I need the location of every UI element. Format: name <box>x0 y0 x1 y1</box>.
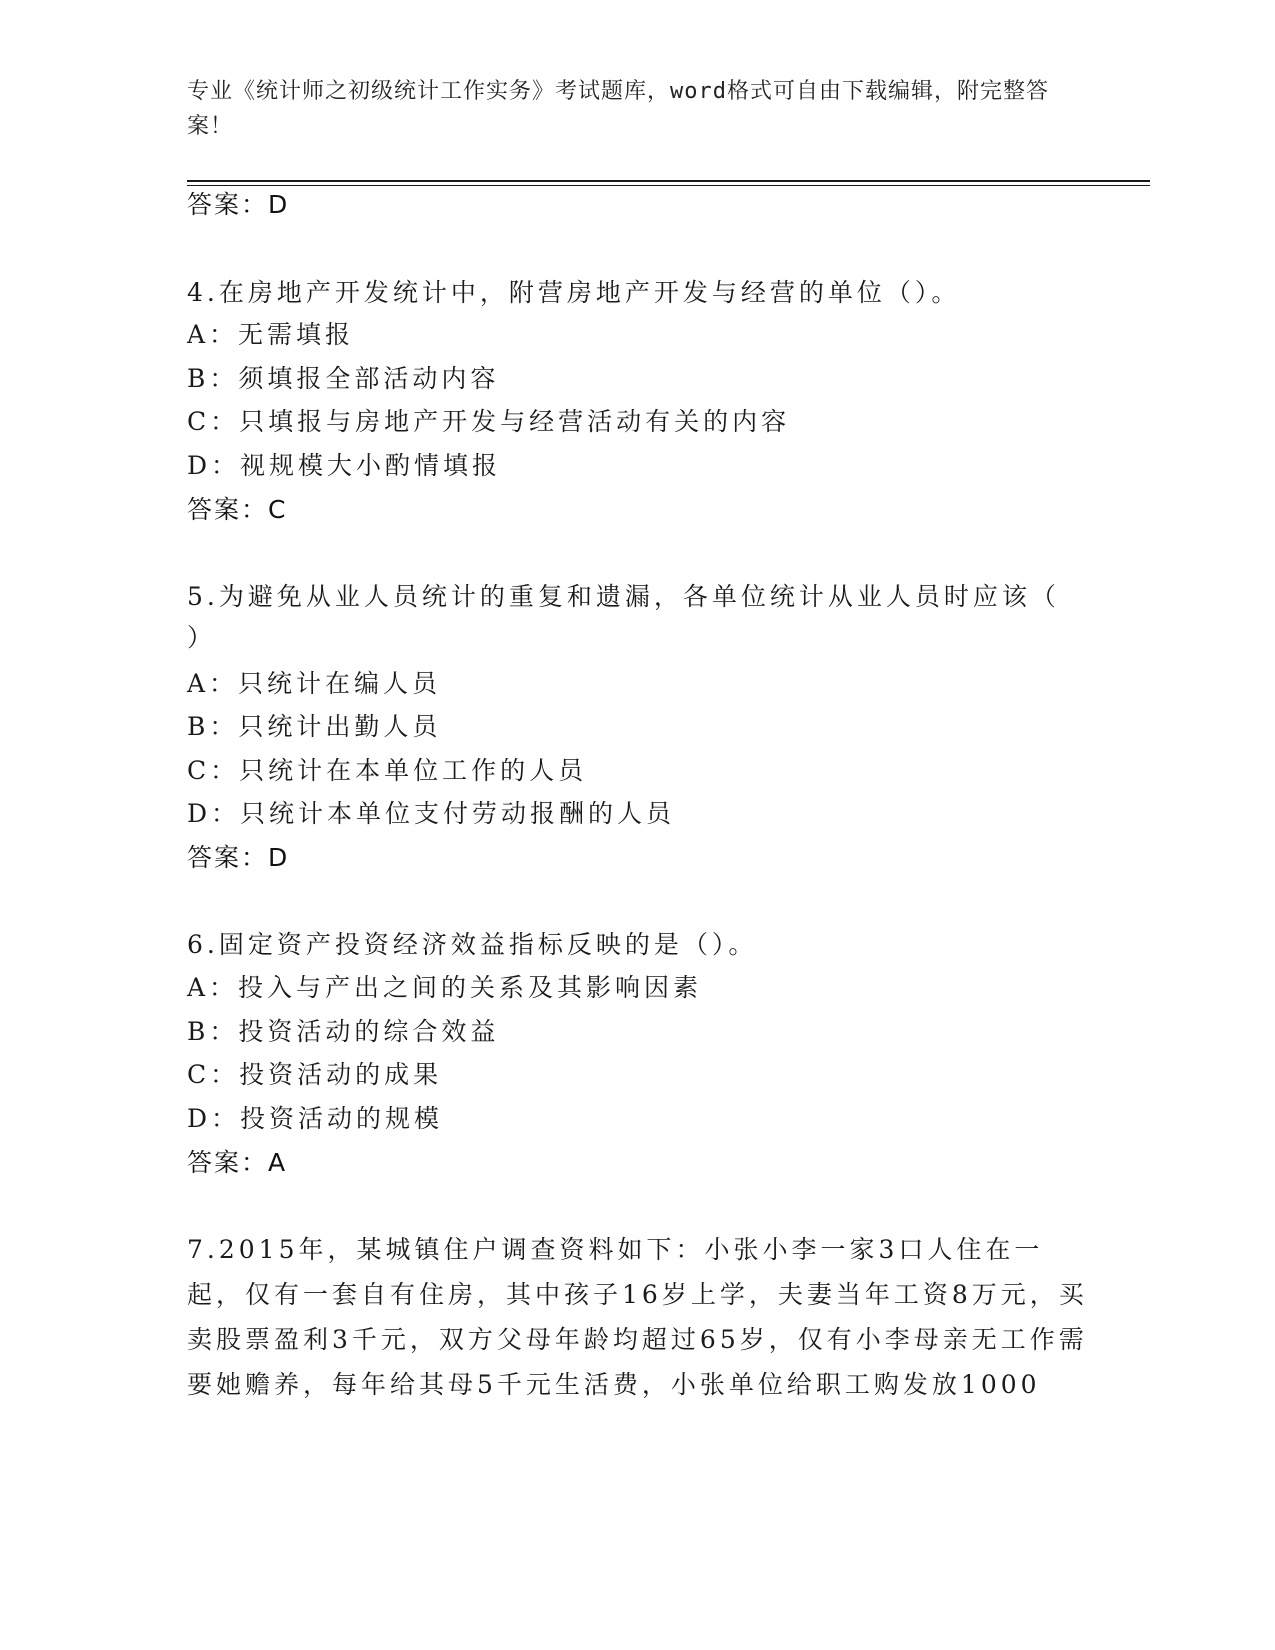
q6-option-b: B：投资活动的综合效益 <box>187 1017 500 1046</box>
header-divider <box>187 180 1150 182</box>
q5-option-b: B：只统计出勤人员 <box>187 712 442 741</box>
question-5-line-2: ） <box>187 623 217 652</box>
question-7: 7.2015年，某城镇住户调查资料如下：小张小李一家3口人住在一起，仅有一套自有住房，其中孩子16岁上学，夫妻当年工资8万元，买卖股票盈利3千元，双方父母年龄均超过65岁，仅有小李母亲无工作需要她赡养，每年给其母5千元生活费，小张单位给职工购发放1000 <box>187 1235 1088 1399</box>
q6-option-a: A：投入与产出之间的关系及其影响因素 <box>187 973 703 1002</box>
answer-q5: 答案：D <box>187 843 290 872</box>
q5-option-a: A：只统计在编人员 <box>187 669 442 698</box>
q4-option-d: D：视规模大小酌情填报 <box>187 451 502 480</box>
q4-option-b: B：须填报全部活动内容 <box>187 364 500 393</box>
answer-q6: 答案：A <box>187 1148 288 1177</box>
answer-q4: 答案：C <box>187 495 288 524</box>
q6-option-c: C：投资活动的成果 <box>187 1060 443 1089</box>
question-5-line-1: 5.为避免从业人员统计的重复和遗漏，各单位统计从业人员时应该（ <box>187 582 1060 611</box>
document-header: 专业《统计师之初级统计工作实务》考试题库，word格式可自由下载编辑，附完整答案！ <box>187 79 1049 139</box>
answer-q3: 答案：D <box>187 190 290 219</box>
q5-option-d: D：只统计本单位支付劳动报酬的人员 <box>187 799 676 828</box>
q4-option-c: C：只填报与房地产开发与经营活动有关的内容 <box>187 407 791 436</box>
question-4: 4.在房地产开发统计中，附营房地产开发与经营的单位（）。 <box>187 278 961 307</box>
question-6: 6.固定资产投资经济效益指标反映的是（）。 <box>187 930 758 959</box>
q5-option-c: C：只统计在本单位工作的人员 <box>187 756 588 785</box>
q4-option-a: A：无需填报 <box>187 320 355 349</box>
q6-option-d: D：投资活动的规模 <box>187 1104 444 1133</box>
header-divider-thin <box>187 185 1150 186</box>
